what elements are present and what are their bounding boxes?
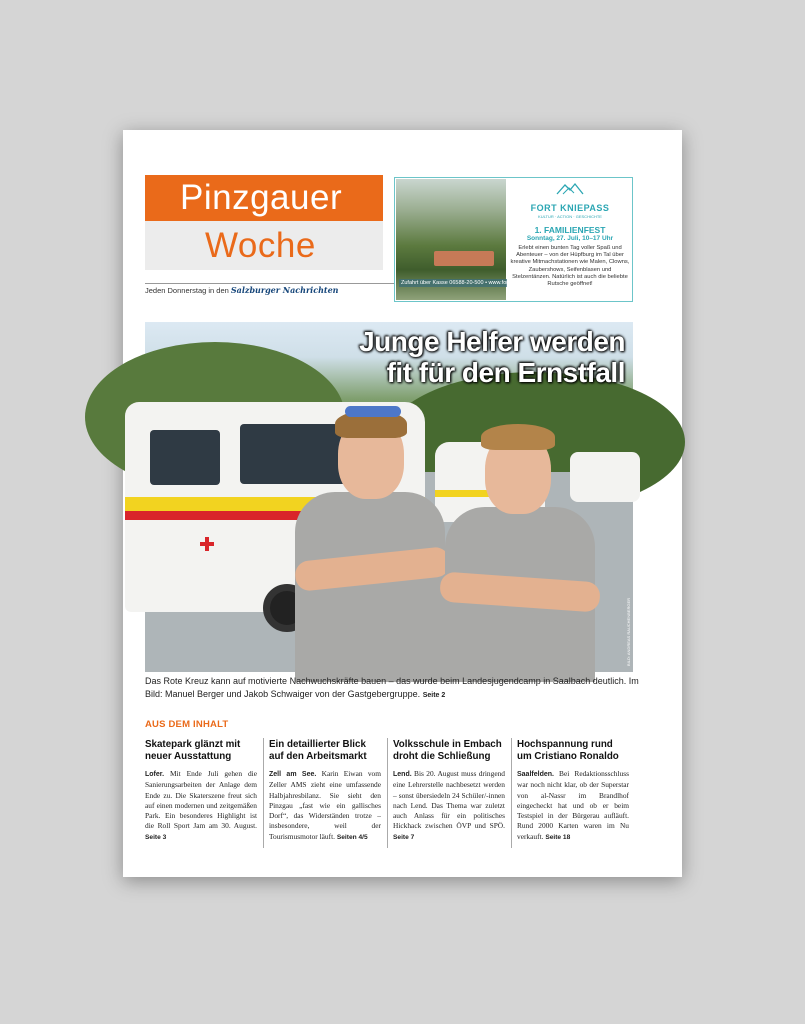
article-dateline: Lend. bbox=[393, 771, 412, 778]
article-teaser[interactable] bbox=[393, 739, 505, 843]
article-page-ref[interactable]: Seite 18 bbox=[545, 833, 571, 841]
article-headline: Hochspannung rund um Cristiano Ronaldo bbox=[517, 739, 619, 762]
photo-ambulance-3 bbox=[570, 452, 640, 502]
fort-kniepass-ad[interactable] bbox=[394, 177, 633, 302]
salzburger-nachrichten-logo: Salzburger Nachrichten bbox=[230, 285, 339, 295]
article-headline: Volksschule in Embach droht die Schließung bbox=[393, 739, 502, 762]
column-divider bbox=[387, 738, 388, 848]
ad-text-block bbox=[510, 182, 630, 288]
article-headline: Ein detaillierter Blick auf den Arbeitsmarkt bbox=[269, 739, 367, 762]
hero-caption bbox=[145, 675, 645, 702]
article-text: Bis 20. August muss dringend eine Lehrerstelle nachbesetzt werden – sonst übersiedeln 24 Schüler/-innen nach Lend. Das Thema war zuletzt auch Anlass für ein politisches Hickhack zwischen ÖVP und SPÖ. bbox=[393, 769, 505, 831]
article-text: Bei Redaktionsschluss war noch nicht klar, ob der Superstar von al-Nassr im Brandlhof eingecheckt hat und ob er beim Testspiel in der Bürgerau aufläuft. Rund 2000 Karten waren im Nu verkauft. bbox=[517, 769, 629, 841]
photo-ambulance-side-window bbox=[150, 430, 220, 485]
article-teaser[interactable] bbox=[517, 739, 629, 843]
article-body bbox=[393, 769, 505, 843]
photo-red-cross-v bbox=[205, 537, 209, 551]
photo-boy-right-hair bbox=[481, 424, 555, 450]
newspaper-page bbox=[123, 130, 682, 877]
photo-credit: BILD: ANDREAS RAUCHENBERGER bbox=[626, 597, 631, 666]
hero-headline-line1: Junge Helfer werden bbox=[359, 326, 625, 357]
article-dateline: Saalfelden. bbox=[517, 771, 554, 778]
tagline-prefix: Jeden Donnerstag in den bbox=[145, 286, 229, 295]
masthead-line2: Woche bbox=[145, 221, 383, 270]
article-dateline: Lofer. bbox=[145, 771, 165, 778]
hero-photo bbox=[145, 322, 633, 672]
article-teaser[interactable] bbox=[269, 739, 381, 843]
article-teaser[interactable] bbox=[145, 739, 257, 843]
ad-phone: Zufahrt über Kasse 06588-20-500 • www.fort-kniepass.at bbox=[401, 280, 540, 286]
article-page-ref[interactable]: Seite 3 bbox=[145, 833, 167, 841]
ad-building bbox=[434, 251, 494, 266]
hero-headline bbox=[359, 326, 625, 388]
article-page-ref[interactable]: Seite 7 bbox=[393, 833, 415, 841]
ad-subbrand: KULTUR · ACTION · GESCHICHTE bbox=[538, 214, 602, 219]
masthead-line1: Pinzgauer bbox=[145, 175, 383, 221]
column-divider bbox=[511, 738, 512, 848]
hero-caption-page[interactable]: Seite 2 bbox=[422, 692, 446, 699]
ad-body: Erlebt einen bunten Tag voller Spaß und Abenteuer – von der Hüpfburg im Tal über kreative Mitmachstationen wie Malen, Clowns, Zaubershows, Seifenblasen und Stelzentänzen. Natürlich ist auch die beliebte Rutsche geöffnet! bbox=[510, 245, 630, 288]
contents-heading: AUS DEM INHALT bbox=[145, 719, 229, 730]
ad-photo bbox=[396, 179, 540, 300]
article-text: Mit Ende Juli gehen die Sanierungsarbeiten der Anlage dem Ende zu. Die Skaterszene freut sich auf einen modernen und zeitgemäßen Park. Ein besonderes Highlight ist die Roll Sport Jam am 30. August. bbox=[145, 769, 257, 831]
article-page-ref[interactable]: Seiten 4/5 bbox=[336, 833, 368, 841]
hero-headline-line2: fit für den Ernstfall bbox=[386, 357, 625, 388]
article-body bbox=[145, 769, 257, 843]
article-body bbox=[517, 769, 629, 843]
hero-caption-text: Das Rote Kreuz kann auf motivierte Nachwuchskräfte bauen – das wurde beim Landesjugendcamp in Saalbach deutlich. Im Bild: Manuel Berger und Jakob Schwaiger von der Gastgebergruppe. bbox=[145, 676, 639, 699]
masthead-logo bbox=[145, 175, 383, 288]
article-body bbox=[269, 769, 381, 843]
ad-title: 1. FAMILIENFEST bbox=[534, 225, 606, 235]
article-dateline: Zell am See. bbox=[269, 771, 317, 778]
photo-sunglasses bbox=[345, 406, 401, 417]
article-headline: Skatepark glänzt mit neuer Ausstattung bbox=[145, 739, 241, 762]
column-divider bbox=[263, 738, 264, 848]
article-text: Karin Eiwan vom Zeller AMS zieht eine umfassende Halbjahresbilanz. Sie sieht den Pinzgau „fast wie ein gallisches Dorf“, das Widerständen trotze – insbesondere, weil der Tourismusmotor läuft. bbox=[269, 769, 382, 841]
ad-date: Sonntag, 27. Juli, 10–17 Uhr bbox=[526, 235, 614, 242]
fort-kniepass-logo-icon bbox=[555, 182, 585, 196]
ad-brand: FORT KNIEPASS bbox=[530, 203, 610, 213]
